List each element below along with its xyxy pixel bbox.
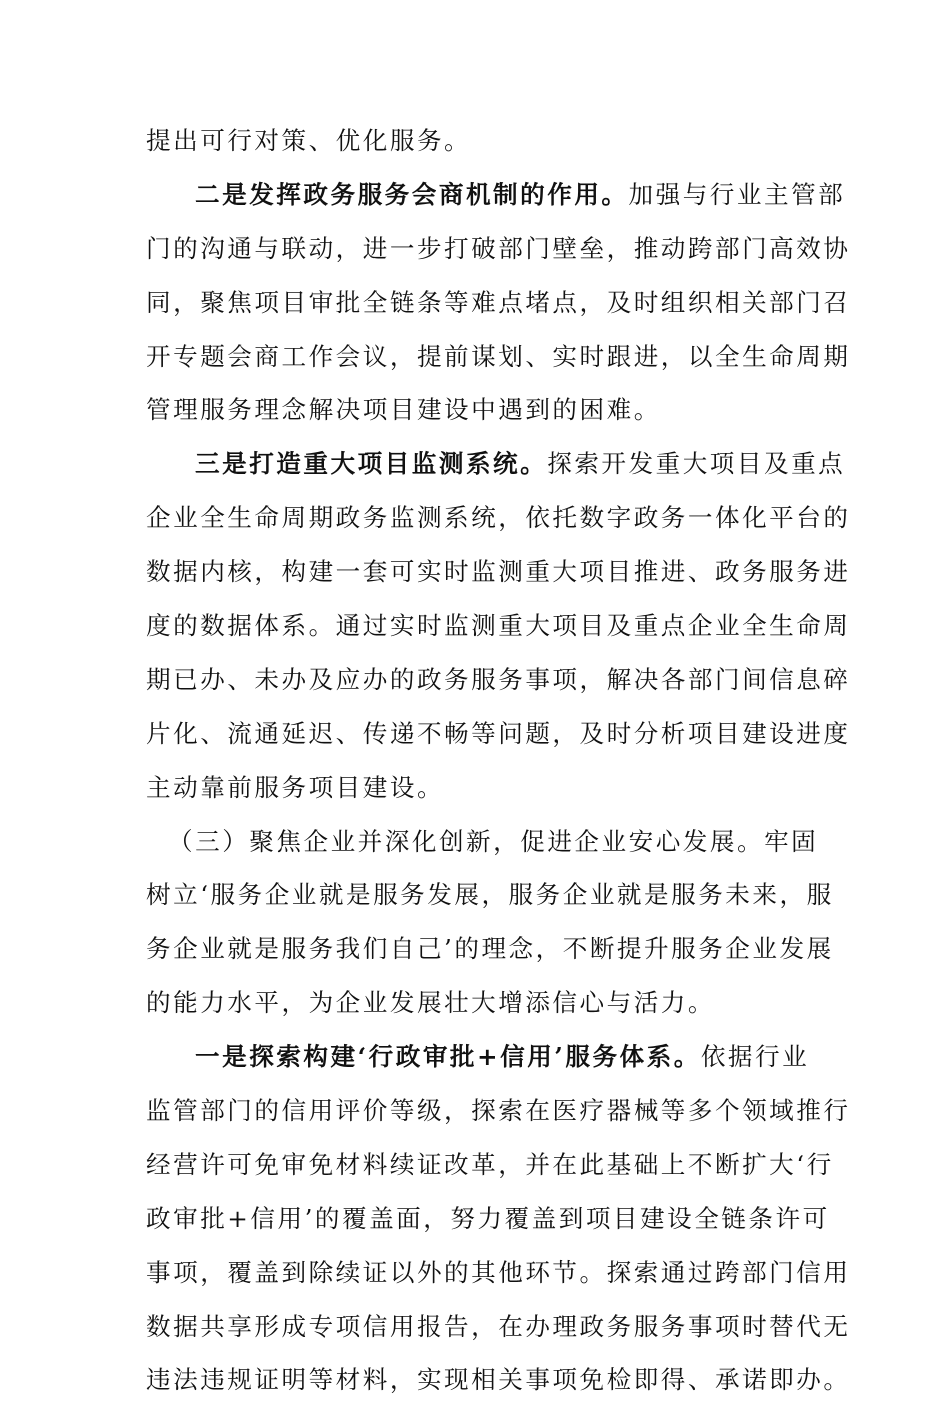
line-text: 企业全生命周期政务监测系统，依托数字政务一体化平台的 xyxy=(146,503,851,533)
line-text: 主动靠前服务项目建设。 xyxy=(146,772,445,802)
bold-lead: 二是发挥政务服务会商机制的作用。 xyxy=(195,179,629,209)
bold-lead: 一是探索构建‘行政审批+信用’服务体系。 xyxy=(195,1042,701,1072)
paragraph-monitoring-system xyxy=(146,437,851,814)
text-line xyxy=(146,1300,851,1354)
text-line xyxy=(146,922,834,976)
text-line xyxy=(146,1192,830,1246)
text-line xyxy=(146,276,851,330)
paragraph-section-three xyxy=(146,815,834,1031)
text-line xyxy=(146,868,834,922)
text-line xyxy=(146,707,851,761)
text-line xyxy=(146,114,810,168)
text-line xyxy=(146,976,810,1030)
text-line xyxy=(146,222,851,276)
text-line xyxy=(146,599,851,653)
text-line xyxy=(146,383,810,437)
line-text: （三）聚焦企业并深化创新，促进企业安心发展。牢固 xyxy=(168,826,819,856)
line-text: 事项，覆盖到除续证以外的其他环节。探索通过跨部门信用 xyxy=(146,1257,851,1287)
line-text: 监管部门的信用评价等级，探索在医疗器械等多个领域推行 xyxy=(146,1096,851,1126)
line-text: 依据行业 xyxy=(700,1042,810,1072)
text-line xyxy=(146,1353,851,1407)
line-text: 的能力水平，为企业发展壮大增添信心与活力。 xyxy=(146,988,715,1018)
line-text: 片化、流通延迟、传递不畅等问题，及时分析项目建设进度 xyxy=(146,718,851,748)
text-line xyxy=(146,1030,810,1084)
text-line xyxy=(146,1246,851,1300)
text-line xyxy=(146,761,810,815)
line-text: 提出可行对策、优化服务。 xyxy=(146,126,472,155)
text-line xyxy=(146,491,851,545)
text-line xyxy=(146,815,819,869)
line-text: 管理服务理念解决项目建设中遇到的困难。 xyxy=(146,395,661,425)
line-text: 数据内核，构建一套可实时监测重大项目推进、政务服务进 xyxy=(146,557,851,587)
text-line xyxy=(146,653,851,707)
line-text: 度的数据体系。通过实时监测重大项目及重点企业全生命周 xyxy=(146,611,851,641)
paragraph-consultation-mechanism xyxy=(146,168,851,437)
bold-lead: 三是打造重大项目监测系统。 xyxy=(195,449,548,479)
text-line xyxy=(146,437,846,491)
line-text: 政审批+信用’的覆盖面，努力覆盖到项目建设全链条许可 xyxy=(146,1203,830,1233)
line-text: 同，聚焦项目审批全链条等难点堵点，及时组织相关部门召 xyxy=(146,287,851,317)
paragraph-continuation xyxy=(146,114,810,168)
text-line xyxy=(146,1138,834,1192)
line-text: 探索开发重大项目及重点 xyxy=(547,449,846,479)
line-text: 树立‘服务企业就是服务发展，服务企业就是服务未来，服 xyxy=(146,880,834,910)
line-text: 开专题会商工作会议，提前谋划、实时跟进，以全生命周期 xyxy=(146,341,851,371)
text-line xyxy=(146,330,851,384)
line-text: 门的沟通与联动，进一步打破部门壁垒，推动跨部门高效协 xyxy=(146,233,851,263)
line-text: 数据共享形成专项信用报告，在办理政务服务事项时替代无 xyxy=(146,1311,851,1341)
line-text: 期已办、未办及应办的政务服务事项，解决各部门间信息碎 xyxy=(146,664,851,694)
text-line xyxy=(146,168,846,222)
text-line xyxy=(146,1084,851,1138)
text-line xyxy=(146,545,851,599)
document-body xyxy=(146,114,851,1407)
line-text: 违法违规证明等材料，实现相关事项免检即得、承诺即办。 xyxy=(146,1365,851,1395)
line-text: 务企业就是服务我们自己’的理念，不断提升服务企业发展 xyxy=(146,934,834,964)
line-text: 加强与行业主管部 xyxy=(628,179,846,209)
paragraph-credit-service xyxy=(146,1030,851,1407)
line-text: 经营许可免审免材料续证改革，并在此基础上不断扩大‘行 xyxy=(146,1149,834,1179)
